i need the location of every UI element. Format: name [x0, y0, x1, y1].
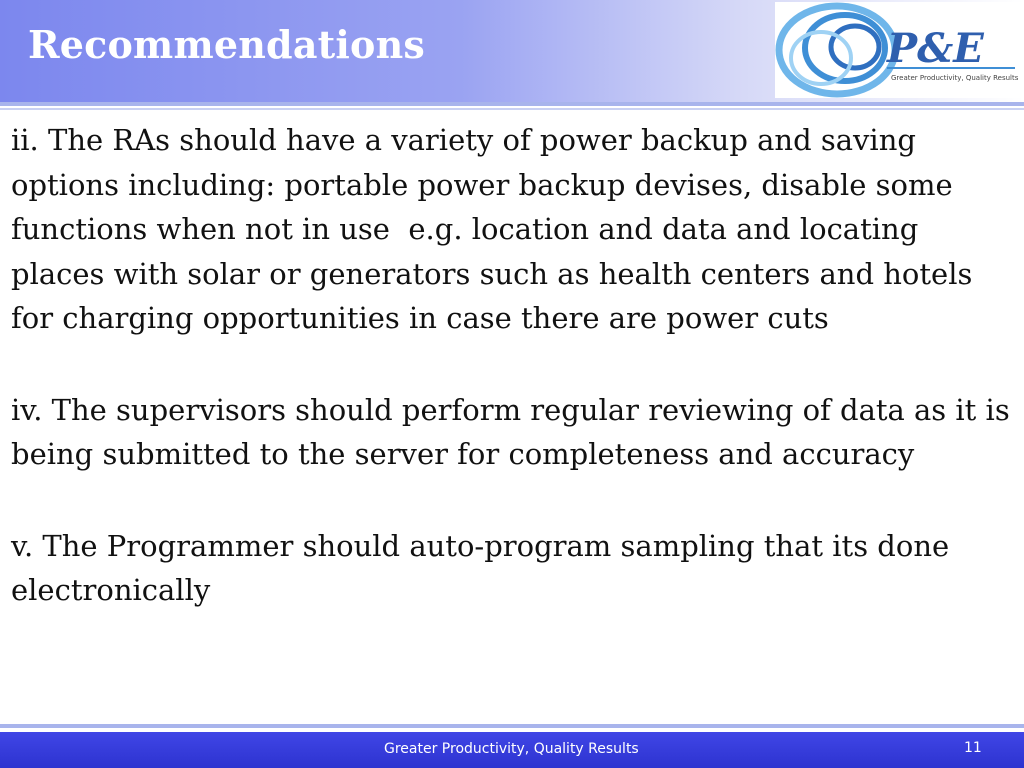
header-divider-thin [0, 108, 1024, 110]
recommendation-ii: ii. The RAs should have a variety of power backup and saving options including: portable power backup devises, disable some functions when not in use e.g. location and data and locating places with solar or generators such as health centers and hotels for charging opportunities in case there are power cuts [11, 123, 982, 335]
header-divider [0, 102, 1024, 106]
content-area [11, 118, 1019, 613]
logo-tagline: Greater Productivity, Quality Results [891, 74, 1019, 82]
recommendation-v: v. The Programmer should auto-program sampling that its done electronically [11, 528, 959, 607]
footer-bar [0, 732, 1024, 768]
footer-divider [0, 724, 1024, 728]
footer-tagline: Greater Productivity, Quality Results [384, 741, 639, 757]
company-logo [775, 2, 1024, 98]
page-number: 11 [964, 740, 982, 756]
recommendation-iv: iv. The supervisors should perform regular reviewing of data as it is being submitted to the server for completeness and accuracy [11, 392, 1019, 471]
slide-title: Recommendations [28, 22, 426, 67]
logo-graphic [775, 2, 1024, 98]
logo-wordmark: P&E [887, 25, 984, 72]
